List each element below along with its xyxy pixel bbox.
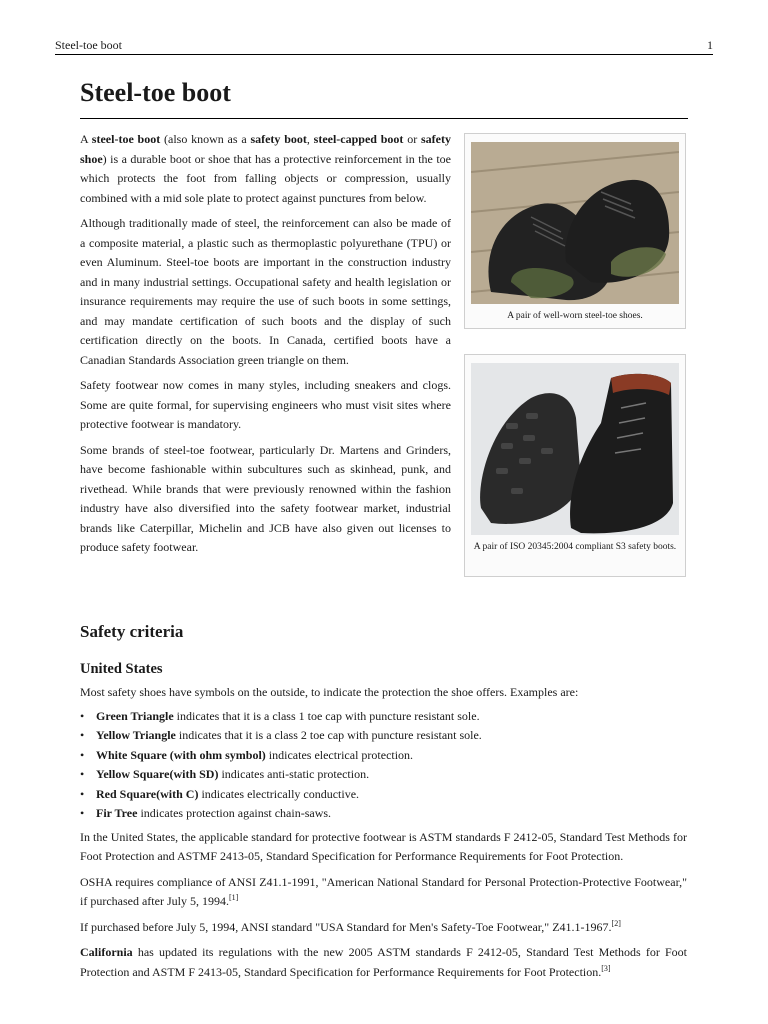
running-header — [55, 38, 713, 52]
worn-shoes-photo — [471, 142, 679, 304]
intro-paragraph-3: Safety footwear now comes in many styles, including sneakers and clogs. Some are quite formal, for supervising engineers who must visit sites where protective footwear is mandatory. — [80, 378, 451, 431]
intro-paragraph-1 — [80, 130, 451, 208]
symbol-description: indicates electrically conductive. — [198, 786, 360, 801]
list-item — [80, 746, 687, 766]
text-run: (also known as a — [160, 132, 251, 146]
intro-column — [80, 130, 451, 564]
symbol-description: indicates that it is a class 1 toe cap with puncture resistant sole. — [173, 708, 480, 723]
text-run: has updated its regulations with the new 2005 ASTM standards F 2412-05, Standard Test Methods for Foot Protection and ASTM F 2413-05, Standard Specification for Performance Requirements for Foot Protection. — [80, 945, 687, 979]
reference-link[interactable]: [2] — [611, 918, 621, 928]
section-heading-safety-criteria: Safety criteria — [80, 622, 184, 641]
symbol-description: indicates anti-static protection. — [218, 767, 370, 781]
page-title: Steel-toe boot — [80, 78, 231, 107]
osha-paragraph — [80, 873, 687, 912]
figure-worn-shoes — [464, 133, 686, 329]
text-run: OSHA requires compliance of ANSI Z41.1-1991, "American National Standard for Personal Protection-Protective Footwear," if purchased after July 5, 1994. — [80, 874, 687, 908]
bullet-icon: • — [80, 708, 85, 723]
bold-term: safety shoe — [80, 132, 451, 166]
symbol-term: White Square (with ohm symbol) — [96, 747, 266, 762]
pre-1994-paragraph — [80, 918, 687, 938]
text-run: , — [306, 132, 314, 146]
bullet-icon: • — [80, 728, 85, 742]
bullet-icon: • — [80, 747, 85, 762]
list-item — [80, 765, 687, 785]
symbol-description: indicates protection against chain-saws. — [137, 806, 332, 820]
subsection-heading-united-states: United States — [80, 661, 163, 677]
figure-caption: A pair of ISO 20345:2004 compliant S3 safety boots. — [473, 542, 677, 552]
symbol-term: Green Triangle — [96, 708, 174, 723]
california-paragraph — [80, 943, 687, 982]
bold-term: safety boot — [250, 132, 307, 146]
text-run: ) is a durable boot or shoe that has a protective reinforcement in the toe which protects the foot from falling objects or compression, usually combined with a mid sole plate to protect against punctures from below. — [80, 151, 451, 205]
symbol-term: Yellow Square(with SD) — [96, 767, 219, 781]
title-rule — [80, 118, 688, 119]
safety-boots-photo — [471, 363, 679, 535]
text-run: A — [80, 132, 92, 146]
symbol-term: Yellow Triangle — [96, 728, 176, 742]
bold-term: steel-capped boot — [313, 132, 404, 146]
figure-safety-boots — [464, 354, 686, 577]
us-lead-paragraph: Most safety shoes have symbols on the outside, to indicate the protection the shoe offers. Examples are: — [80, 685, 579, 699]
symbol-term: Fir Tree — [96, 806, 138, 820]
bold-term: steel-toe boot — [91, 132, 161, 146]
reference-link[interactable]: [1] — [228, 893, 239, 902]
intro-paragraph-4: Some brands of steel-toe footwear, particularly Dr. Martens and Grinders, have become fashionable within subcultures such as skinhead, punk, and rivethead. While brands that were previously renowned within the fashion industry have also diversified into the safety footwear market, industrial brands like Caterpillar, Michelin and JCB have also given out licenses to produce safety footwear. — [80, 442, 451, 554]
text-run: If purchased before July 5, 1994, ANSI standard "USA Standard for Men's Safety-Toe Footwear," Z41.1-1967. — [80, 919, 612, 934]
us-standard-paragraph: In the United States, the applicable standard for protective footwear is ASTM standards F 2412-05, Standard Test Methods for Foot Protection and ASTMF 2413-05, Standard Specification for Performance Requirements for Foot Protection. — [80, 829, 687, 863]
intro-paragraph-2: Although traditionally made of steel, the reinforcement can also be made of a composite material, a plastic such as thermoplastic polyurethane (TPU) or even Aluminum. Steel-toe boots are important in the construction industry and in many industrial settings. Occupational safety and health legislation or insurance requirements may require the use of such boots in some settings, and may mandate certification of such boots and the display of such certification directly on the boots. In Canada, certified boots have a Canadian Standards Association green triangle on them. — [80, 216, 451, 367]
symbol-term: Red Square(with C) — [96, 786, 199, 801]
list-item — [80, 707, 687, 727]
header-rule — [55, 54, 713, 55]
bullet-icon: • — [80, 767, 85, 781]
bold-term: California — [80, 945, 133, 959]
list-item — [80, 804, 687, 824]
page-number: 1 — [707, 38, 713, 52]
figure-caption: A pair of well-worn steel-toe shoes. — [507, 311, 643, 321]
united-states-section — [80, 683, 687, 988]
list-item — [80, 785, 687, 805]
reference-link[interactable]: [3] — [601, 963, 611, 973]
symbol-list — [80, 707, 687, 824]
bullet-icon: • — [80, 786, 85, 801]
list-item — [80, 726, 687, 746]
bullet-icon: • — [80, 806, 85, 820]
text-run: or — [403, 132, 421, 146]
symbol-description: indicates electrical protection. — [265, 747, 414, 762]
symbol-description: indicates that it is a class 2 toe cap with puncture resistant sole. — [175, 728, 482, 742]
running-title: Steel-toe boot — [55, 38, 122, 52]
